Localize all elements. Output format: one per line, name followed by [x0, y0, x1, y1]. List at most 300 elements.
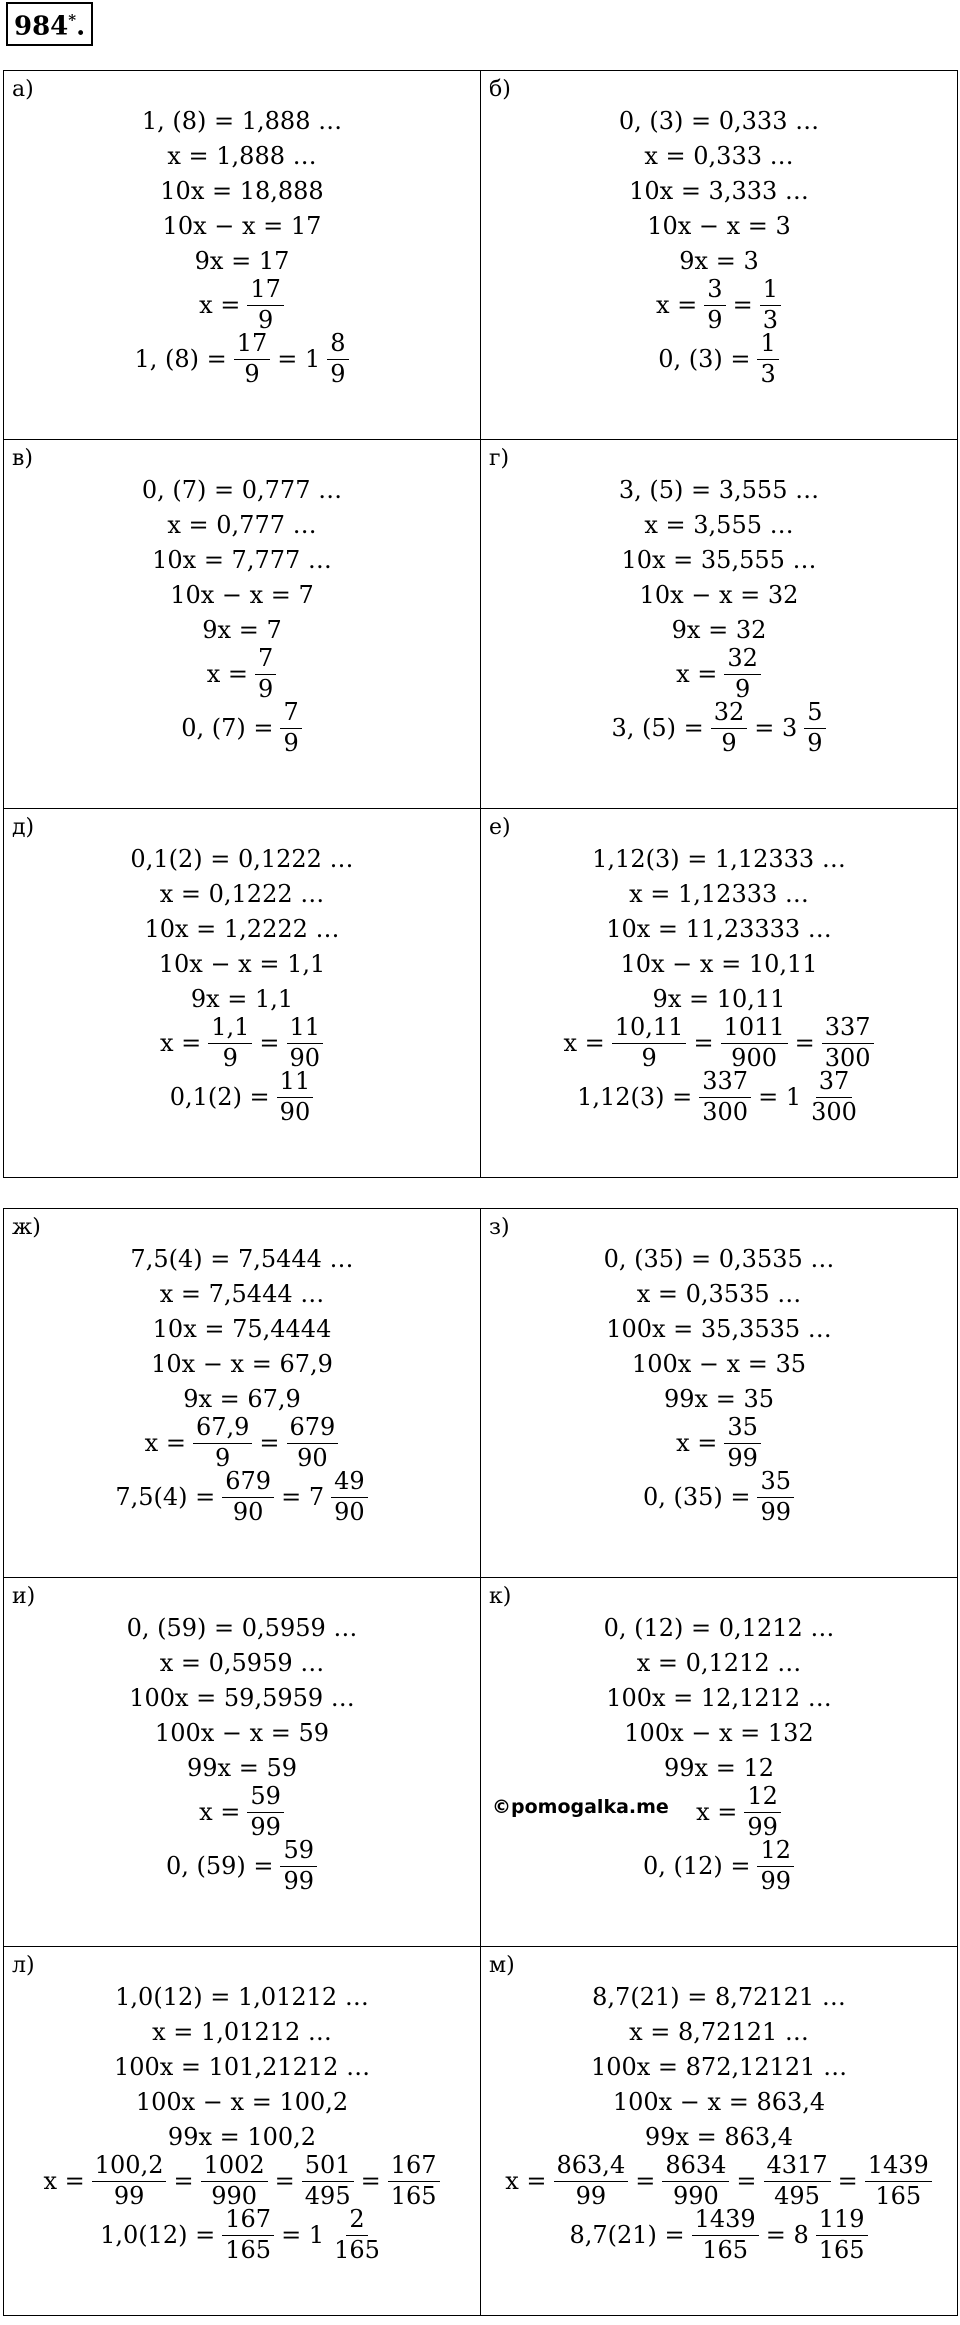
- equation-text: 1,0(12) =: [100, 2221, 216, 2249]
- fraction: [704, 277, 725, 332]
- equation-text: 1,12(3) =: [577, 1083, 693, 1111]
- fraction-denominator: 300: [702, 1097, 749, 1126]
- solution-cell: [4, 809, 481, 1178]
- equation-text: 0, (35) = 0,3535 …: [603, 1244, 835, 1273]
- solution-row: [4, 1947, 958, 2316]
- equation-line: [481, 1241, 957, 1276]
- equation-text: x = 1,12333 …: [629, 879, 809, 908]
- solutions-table-2: [3, 1208, 958, 2316]
- fraction: [724, 646, 761, 701]
- fraction-numerator: 32: [724, 646, 761, 674]
- exercise-number-dot: .: [76, 11, 86, 42]
- equation-line: [4, 1645, 480, 1680]
- fraction: [699, 1069, 751, 1124]
- equation-text: =: [736, 2167, 757, 2195]
- fraction-denominator: 90: [232, 1497, 264, 1526]
- fraction-denominator: 9: [222, 1043, 238, 1072]
- equation-text: 3, (5) =: [611, 714, 704, 742]
- fraction-denominator: 9: [807, 728, 823, 757]
- equation-text: =: [259, 1429, 280, 1457]
- fraction-numerator: 1011: [721, 1015, 788, 1043]
- solution-cell: [481, 1209, 958, 1578]
- equation-text: 8,7(21) =: [569, 2221, 685, 2249]
- equation-text: x =: [676, 1429, 718, 1457]
- fraction-denominator: 990: [672, 2181, 719, 2210]
- equation-line: [481, 1750, 957, 1785]
- equation-text: = 1: [277, 345, 321, 373]
- equation-text: 10x = 3,333 …: [629, 176, 809, 205]
- equation-line: [481, 1276, 957, 1311]
- equation-text: =: [732, 291, 753, 319]
- fraction-numerator: 167: [222, 2207, 274, 2235]
- equation-text: 9x = 7: [202, 615, 282, 644]
- fraction: [287, 1015, 324, 1070]
- fraction-numerator: 32: [711, 700, 748, 728]
- fraction-denominator: 9: [257, 305, 274, 334]
- equation-line: [4, 2084, 480, 2119]
- item-label: е): [489, 815, 511, 840]
- equation-text: 0, (3) = 0,333 …: [618, 106, 820, 135]
- equation-line: [4, 1381, 480, 1416]
- fraction: [222, 1469, 274, 1524]
- fraction: [247, 277, 284, 332]
- equation-line: [4, 1346, 480, 1381]
- equation-text: 0, (59) =: [165, 1852, 274, 1880]
- equation-line: [4, 1311, 480, 1346]
- fraction-denominator: 9: [721, 728, 737, 757]
- fraction-numerator: 100,2: [92, 2153, 167, 2181]
- equation-text: x = 1,01212 …: [152, 2017, 332, 2046]
- fraction-numerator: 17: [234, 331, 271, 359]
- solution-cell: [481, 1947, 958, 2316]
- equation-line: [481, 173, 957, 208]
- fraction: [247, 1784, 284, 1839]
- equation-text: =: [693, 1029, 714, 1057]
- item-label: л): [12, 1953, 35, 1978]
- fraction-numerator: 59: [280, 1838, 317, 1866]
- equation-text: 99x = 59: [187, 1753, 297, 1782]
- solution-body: [481, 1947, 957, 2262]
- equation-text: x = 7,5444 …: [159, 1279, 325, 1308]
- fraction: [757, 1469, 794, 1524]
- equation-line: [481, 1645, 957, 1680]
- equation-line: [4, 138, 480, 173]
- equation-text: 10x = 18,888: [160, 176, 324, 205]
- equation-text: =: [794, 1029, 815, 1057]
- solution-body: [4, 809, 480, 1124]
- equation-text: 0, (7) = 0,777 …: [141, 475, 343, 504]
- fraction-denominator: 9: [283, 728, 299, 757]
- fraction-numerator: 501: [302, 2153, 354, 2181]
- solution-cell: [481, 440, 958, 809]
- fraction: [234, 331, 271, 386]
- fraction-numerator: 17: [247, 277, 284, 305]
- fraction-denominator: 9: [330, 359, 346, 388]
- equation-text: x = 0,777 …: [167, 510, 317, 539]
- equation-line: [481, 1680, 957, 1715]
- fraction-numerator: 167: [388, 2153, 440, 2181]
- equation-line: [4, 243, 480, 278]
- equation-text: 10x − x = 32: [639, 580, 799, 609]
- fraction-denominator: 165: [390, 2181, 437, 2210]
- solution-body: [481, 71, 957, 386]
- fraction: [612, 1015, 687, 1070]
- fraction-numerator: 679: [287, 1415, 339, 1443]
- equation-text: x =: [144, 1429, 186, 1457]
- equation-line: [481, 1346, 957, 1381]
- fraction-numerator: 12: [744, 1784, 781, 1812]
- fraction-denominator: 99: [283, 1866, 315, 1895]
- equation-text: 0, (12) =: [642, 1852, 751, 1880]
- fraction-denominator: 90: [334, 1497, 365, 1526]
- equation-line: [481, 103, 957, 138]
- solution-cell: [481, 1578, 958, 1947]
- equation-line: [481, 698, 957, 757]
- equation-text: 1, (8) =: [134, 345, 227, 373]
- equation-line: [481, 577, 957, 612]
- equation-line: [4, 2119, 480, 2154]
- equation-line: [4, 1276, 480, 1311]
- equation-line: [4, 1413, 480, 1472]
- solution-body: [481, 1578, 957, 1893]
- equation-text: = 1: [281, 2221, 325, 2249]
- equation-line: [4, 275, 480, 334]
- fraction-denominator: 99: [760, 1866, 792, 1895]
- item-label: г): [489, 446, 510, 471]
- fraction: [711, 700, 748, 755]
- equation-line: [481, 138, 957, 173]
- equation-line: [4, 1979, 480, 2014]
- fraction-numerator: 37: [816, 1069, 853, 1097]
- fraction-numerator: 35: [757, 1469, 794, 1497]
- fraction-denominator: 900: [731, 1043, 777, 1072]
- equation-line: [481, 1467, 957, 1526]
- fraction-numerator: 12: [757, 1838, 794, 1866]
- fraction-denominator: 90: [289, 1043, 321, 1072]
- item-label: д): [12, 815, 35, 840]
- equation-line: [481, 1413, 957, 1472]
- fraction-denominator: 99: [113, 2181, 145, 2210]
- equation-line: [4, 1750, 480, 1785]
- equation-line: [4, 946, 480, 981]
- equation-text: x = 0,3535 …: [636, 1279, 802, 1308]
- fraction: [816, 2207, 868, 2262]
- equation-line: [481, 1715, 957, 1750]
- equation-line: [481, 208, 957, 243]
- fraction-denominator: 165: [702, 2235, 749, 2264]
- equation-text: x =: [199, 1798, 241, 1826]
- equation-line: [481, 946, 957, 981]
- fraction: [208, 1015, 252, 1070]
- equation-text: 0, (3) =: [658, 345, 751, 373]
- equation-line: [4, 2205, 480, 2264]
- fraction-numerator: 8634: [662, 2153, 729, 2181]
- fraction-numerator: 1,1: [208, 1015, 252, 1043]
- equation-text: x = 0,1212 …: [636, 1648, 802, 1677]
- equation-line: [481, 1381, 957, 1416]
- equation-line: [481, 1013, 957, 1072]
- fraction: [302, 2153, 354, 2208]
- equation-text: 3, (5) = 3,555 …: [618, 475, 820, 504]
- fraction-denominator: 300: [824, 1043, 871, 1072]
- solutions-table-1: [3, 70, 958, 1178]
- fraction: [808, 1069, 860, 1124]
- equation-text: 0,1(2) =: [169, 1083, 270, 1111]
- fraction-numerator: 3: [704, 277, 725, 305]
- equation-line: [4, 911, 480, 946]
- equation-line: [481, 876, 957, 911]
- fraction-numerator: 8: [327, 331, 348, 359]
- equation-text: 7,5(4) =: [115, 1483, 216, 1511]
- fraction-denominator: 165: [334, 2235, 380, 2264]
- equation-text: 9x = 10,11: [652, 984, 786, 1013]
- equation-line: [481, 275, 957, 334]
- equation-text: 7,5(4) = 7,5444 …: [130, 1244, 354, 1273]
- equation-text: 99x = 863,4: [644, 2122, 794, 2151]
- equation-text: 100x − x = 863,4: [612, 2087, 826, 2116]
- equation-line: [481, 1311, 957, 1346]
- fraction: [822, 1015, 874, 1070]
- solution-cell: [481, 71, 958, 440]
- fraction-denominator: 9: [707, 305, 723, 334]
- fraction: [331, 2207, 383, 2262]
- equation-text: x =: [206, 660, 248, 688]
- solution-cell: [4, 1947, 481, 2316]
- fraction-numerator: 59: [247, 1784, 284, 1812]
- equation-text: x =: [656, 291, 698, 319]
- solution-row: [4, 440, 958, 809]
- item-label: к): [489, 1584, 512, 1609]
- equation-text: = 7: [281, 1483, 325, 1511]
- equation-text: 1, (8) = 1,888 …: [141, 106, 343, 135]
- fraction: [760, 277, 781, 332]
- fraction-numerator: 1002: [201, 2153, 268, 2181]
- equation-line: [4, 1241, 480, 1276]
- fraction: [721, 1015, 788, 1070]
- solution-cell: [481, 809, 958, 1178]
- equation-text: x = 0,5959 …: [159, 1648, 325, 1677]
- fraction-numerator: 337: [822, 1015, 874, 1043]
- equation-text: 10x − x = 7: [170, 580, 314, 609]
- equation-line: [481, 1836, 957, 1895]
- equation-line: [481, 507, 957, 542]
- equation-text: 0, (59) = 0,5959 …: [126, 1613, 358, 1642]
- equation-line: [4, 1680, 480, 1715]
- item-label: ж): [12, 1215, 41, 1240]
- equation-line: [4, 612, 480, 647]
- equation-text: 100x = 59,5959 …: [129, 1683, 355, 1712]
- equation-text: 10x − x = 67,9: [151, 1349, 333, 1378]
- fraction-denominator: 90: [297, 1443, 328, 1472]
- equation-text: 100x − x = 35: [631, 1349, 807, 1378]
- equation-text: x =: [199, 291, 241, 319]
- solution-body: [4, 1209, 480, 1524]
- fraction-numerator: 7: [280, 700, 301, 728]
- equation-line: [481, 2205, 957, 2264]
- solution-cell: [4, 1209, 481, 1578]
- fraction-denominator: 99: [760, 1497, 792, 1526]
- fraction-numerator: 10,11: [612, 1015, 687, 1043]
- solution-cell: [4, 71, 481, 440]
- equation-text: 100x = 12,1212 …: [606, 1683, 832, 1712]
- fraction: [662, 2153, 729, 2208]
- equation-line: [4, 1782, 480, 1841]
- equation-line: [4, 103, 480, 138]
- equation-line: [4, 2049, 480, 2084]
- fraction-denominator: 495: [304, 2181, 351, 2210]
- equation-line: [4, 698, 480, 757]
- equation-text: 10x = 7,777 …: [152, 545, 332, 574]
- fraction-denominator: 300: [811, 1097, 857, 1126]
- equation-text: 9x = 32: [671, 615, 767, 644]
- fraction-numerator: 679: [222, 1469, 274, 1497]
- exercise-star-mark: *: [68, 11, 77, 29]
- exercise-number: [6, 2, 93, 46]
- equation-line: [481, 2049, 957, 2084]
- fraction-denominator: 9: [215, 1443, 231, 1472]
- fraction-denominator: 99: [575, 2181, 607, 2210]
- equation-line: [4, 1836, 480, 1895]
- equation-text: 99x = 100,2: [167, 2122, 317, 2151]
- equation-line: [481, 472, 957, 507]
- fraction-numerator: 67,9: [193, 1415, 252, 1443]
- fraction: [277, 1069, 314, 1124]
- equation-text: 10x − x = 17: [162, 211, 322, 240]
- equation-line: [4, 173, 480, 208]
- fraction: [193, 1415, 252, 1470]
- equation-text: 0,1(2) = 0,1222 …: [130, 844, 354, 873]
- fraction-numerator: 1439: [865, 2153, 932, 2181]
- solution-cell: [4, 440, 481, 809]
- equation-line: [4, 876, 480, 911]
- equation-line: [481, 2084, 957, 2119]
- equation-text: x =: [43, 2167, 85, 2195]
- fraction: [222, 2207, 274, 2262]
- fraction: [255, 646, 276, 701]
- equation-text: 100x = 872,12121 …: [590, 2052, 848, 2081]
- equation-line: [4, 472, 480, 507]
- fraction: [92, 2153, 167, 2208]
- equation-line: [4, 841, 480, 876]
- watermark: ©pomogalka.me: [492, 1796, 669, 1818]
- fraction-numerator: 1439: [692, 2207, 759, 2235]
- solution-body: [481, 809, 957, 1124]
- fraction: [865, 2153, 932, 2208]
- fraction-numerator: 49: [331, 1469, 368, 1497]
- equation-line: [481, 542, 957, 577]
- fraction-denominator: 9: [641, 1043, 657, 1072]
- exercise-number-text: 984: [14, 11, 69, 42]
- equation-text: = 8: [765, 2221, 809, 2249]
- fraction-denominator: 9: [258, 674, 274, 703]
- solution-body: [481, 440, 957, 755]
- solution-body: [4, 1578, 480, 1893]
- fraction-denominator: 165: [225, 2235, 272, 2264]
- fraction-numerator: 35: [724, 1415, 761, 1443]
- equation-text: x =: [159, 1029, 202, 1057]
- equation-line: [481, 644, 957, 703]
- equation-text: 9x = 1,1: [190, 984, 294, 1013]
- equation-text: 10x − x = 1,1: [158, 949, 326, 978]
- equation-line: [4, 2151, 480, 2210]
- solution-row: [4, 809, 958, 1178]
- item-label: б): [489, 77, 511, 102]
- equation-text: 0, (12) = 0,1212 …: [603, 1613, 835, 1642]
- solution-body: [481, 1209, 957, 1524]
- equation-text: x =: [505, 2167, 547, 2195]
- fraction-numerator: 863,4: [554, 2153, 629, 2181]
- equation-line: [4, 981, 480, 1016]
- equation-line: [4, 1715, 480, 1750]
- fraction-numerator: 11: [277, 1069, 314, 1097]
- equation-text: x = 0,333 …: [644, 141, 794, 170]
- fraction-denominator: 90: [279, 1097, 311, 1126]
- equation-line: [4, 2014, 480, 2049]
- fraction-denominator: 99: [727, 1443, 758, 1472]
- equation-line: [481, 981, 957, 1016]
- item-label: а): [12, 77, 34, 102]
- equation-text: =: [360, 2167, 381, 2195]
- equation-text: =: [173, 2167, 194, 2195]
- item-label: в): [12, 446, 33, 471]
- fraction: [388, 2153, 440, 2208]
- equation-text: x = 0,1222 …: [159, 879, 325, 908]
- equation-text: 100x − x = 59: [154, 1718, 330, 1747]
- equation-text: 10x = 75,4444: [152, 1314, 332, 1343]
- solution-row: [4, 1578, 958, 1947]
- equation-text: x = 3,555 …: [644, 510, 794, 539]
- fraction-numerator: 4317: [764, 2153, 831, 2181]
- equation-line: [4, 507, 480, 542]
- fraction-numerator: 337: [699, 1069, 751, 1097]
- solution-cell: [4, 1578, 481, 1947]
- fraction-denominator: 990: [211, 2181, 258, 2210]
- equation-text: 0, (7) =: [181, 714, 274, 742]
- equation-line: [481, 2119, 957, 2154]
- fraction-numerator: 1: [757, 331, 778, 359]
- fraction: [744, 1784, 781, 1839]
- equation-text: =: [837, 2167, 858, 2195]
- fraction: [724, 1415, 761, 1470]
- equation-text: 100x − x = 100,2: [135, 2087, 349, 2116]
- item-label: з): [489, 1215, 510, 1240]
- equation-text: x = 8,72121 …: [629, 2017, 809, 2046]
- equation-text: 100x = 101,21212 …: [113, 2052, 371, 2081]
- fraction-denominator: 9: [244, 359, 260, 388]
- equation-text: 1,12(3) = 1,12333 …: [592, 844, 846, 873]
- fraction-denominator: 99: [250, 1812, 281, 1841]
- fraction-numerator: 2: [346, 2207, 367, 2235]
- solution-body: [4, 71, 480, 386]
- fraction-denominator: 99: [747, 1812, 778, 1841]
- equation-text: 9x = 67,9: [183, 1384, 301, 1413]
- equation-text: 10x − x = 10,11: [620, 949, 818, 978]
- solution-row: [4, 71, 958, 440]
- equation-text: 10x − x = 3: [647, 211, 791, 240]
- equation-text: = 3: [754, 714, 798, 742]
- equation-line: [481, 243, 957, 278]
- fraction-denominator: 3: [762, 305, 778, 334]
- equation-line: [4, 329, 480, 388]
- equation-text: 8,7(21) = 8,72121 …: [592, 1982, 846, 2011]
- equation-text: x =: [696, 1798, 738, 1826]
- equation-text: 1,0(12) = 1,01212 …: [115, 1982, 369, 2011]
- fraction: [757, 331, 778, 386]
- fraction-numerator: 5: [804, 700, 825, 728]
- fraction: [201, 2153, 268, 2208]
- fraction: [804, 700, 825, 755]
- equation-text: 9x = 17: [194, 246, 290, 275]
